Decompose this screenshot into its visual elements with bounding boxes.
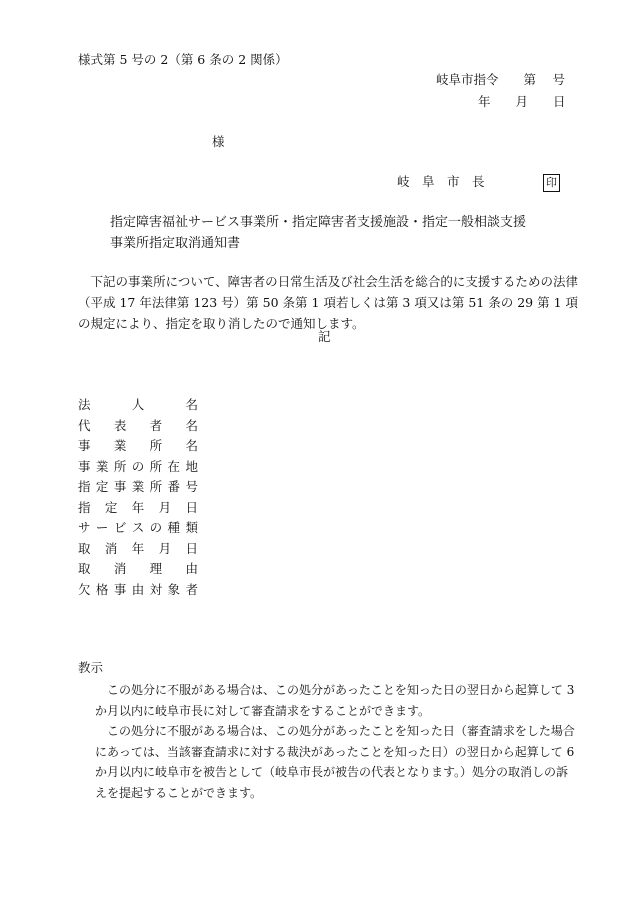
kyouji-paragraph-1: この処分に不服がある場合は、この処分があったことを知った日の翌日から起算して 3 か月以内に岐阜市長に対して審査請求をすることができます。: [95, 683, 575, 718]
document-title-line2: 事業所指定取消通知書: [110, 236, 241, 251]
issue-date: 年 月 日: [478, 94, 566, 109]
field-label: 指 定 年 月 日: [78, 499, 198, 515]
issuer-reference: 岐阜市指令 第 号: [436, 72, 565, 87]
addressee-suffix: 様: [212, 134, 225, 149]
field-label: 欠 格 事 由 対 象 者: [78, 581, 198, 597]
field-label: 事 業 所 の 所 在 地: [78, 458, 198, 474]
field-label: 指 定 事 業 所 番 号: [78, 479, 198, 494]
kyouji-heading: 教示: [78, 660, 104, 675]
body-text: 下記の事業所について、障害者の日常生活及び社会生活を総合的に支援するための法律（平成 17 年法律第 123 号）第 50 条第 1 項若しくは第 3 項又は第 51 条の 29 第 1 項の規定により、指定を取り消したので通知します。: [78, 274, 578, 331]
field-label: 事 業 所 名: [78, 438, 198, 453]
field-label: 取 消 理 由: [78, 561, 198, 576]
field-label: 代 表 者 名: [78, 417, 198, 433]
seal-stamp: 印: [543, 174, 560, 192]
issuer-name: 岐 阜 市 長: [397, 174, 485, 189]
kyouji-paragraph-2: この処分に不服がある場合は、この処分があったことを知った日（審査請求をした場合にあっては、当該審査請求に対する裁決があったことを知った日）の翌日から起算して 6 か月以内に岐阜市を被告として（岐阜市長が被告の代表となります。）処分の取消しの訴えを提起することができます。: [95, 724, 575, 800]
field-label: 取 消 年 月 日: [78, 540, 198, 556]
field-label: サ ー ビ ス の 種 類: [78, 520, 198, 535]
document-title-line1: 指定障害福祉サービス事業所・指定障害者支援施設・指定一般相談支援: [110, 215, 527, 230]
form-number: 様式第 5 号の 2（第 6 条の 2 関係）: [78, 52, 288, 67]
ki-heading: 記: [318, 329, 331, 344]
field-label: 法 人 名: [78, 397, 198, 412]
